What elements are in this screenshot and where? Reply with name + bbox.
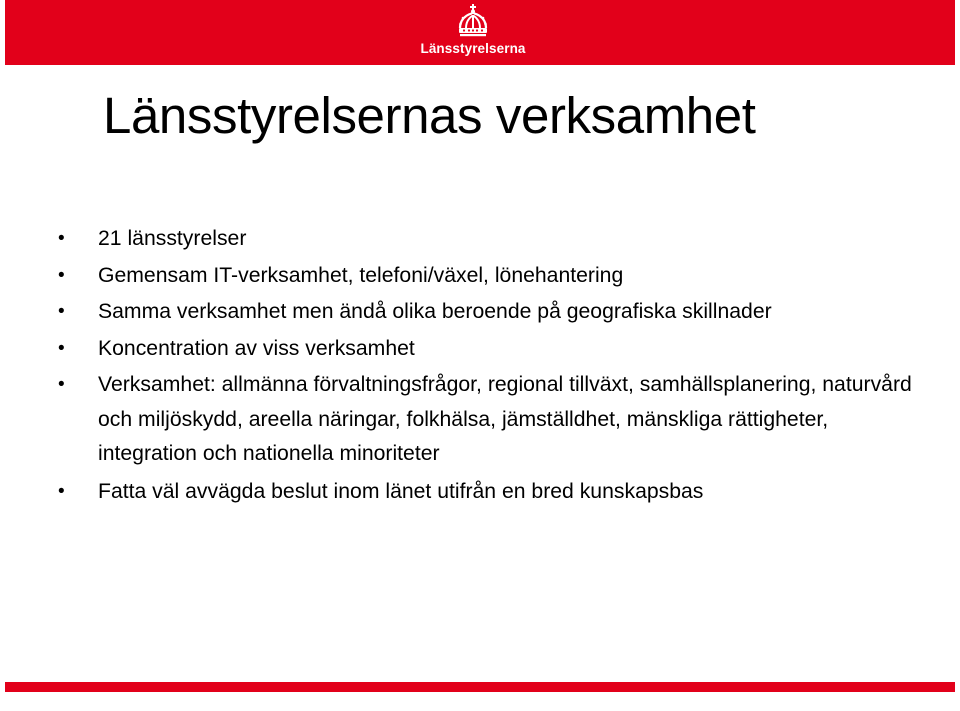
bullet-item: [58, 475, 918, 510]
bullet-text: Verksamhet: allmänna förvaltningsfrågor, regional tillväxt, samhällsplanering, naturvård och miljöskydd, areella näringar, folkhälsa, jämställdhet, mänskliga rättigheter, integration och nationella minoriteter: [98, 373, 912, 465]
footer-rule: [5, 682, 955, 692]
bullet-glyph: •: [58, 337, 65, 359]
bullet-item: [58, 259, 918, 294]
bullet-list: [58, 222, 918, 509]
bullet-text: Fatta väl avvägda beslut inom länet utifrån en bred kunskapsbas: [98, 479, 704, 503]
lansstyrelserna-logo: [415, 4, 531, 62]
bullet-glyph: •: [58, 301, 65, 322]
bullet-item: [58, 368, 918, 472]
bullet-item: [58, 332, 918, 367]
bullet-glyph: •: [58, 374, 65, 395]
logo-text: Länsstyrelserna: [420, 41, 526, 56]
bullet-glyph: •: [58, 480, 65, 502]
bullet-text: Samma verksamhet men ändå olika beroende på geografiska skillnader: [98, 300, 772, 323]
bullet-text: Gemensam IT-verksamhet, telefoni/växel, lönehantering: [98, 263, 624, 287]
bullet-text: Koncentration av viss verksamhet: [98, 336, 415, 360]
bullet-item: [58, 222, 918, 257]
bullet-glyph: •: [58, 264, 65, 286]
header-bar: [5, 0, 955, 65]
crown-icon: [456, 4, 490, 40]
bullet-item: [58, 295, 918, 330]
bullet-text: 21 länsstyrelser: [98, 227, 247, 250]
slide-title: Länsstyrelsernas verksamhet: [103, 87, 756, 144]
bullet-glyph: •: [58, 228, 65, 249]
